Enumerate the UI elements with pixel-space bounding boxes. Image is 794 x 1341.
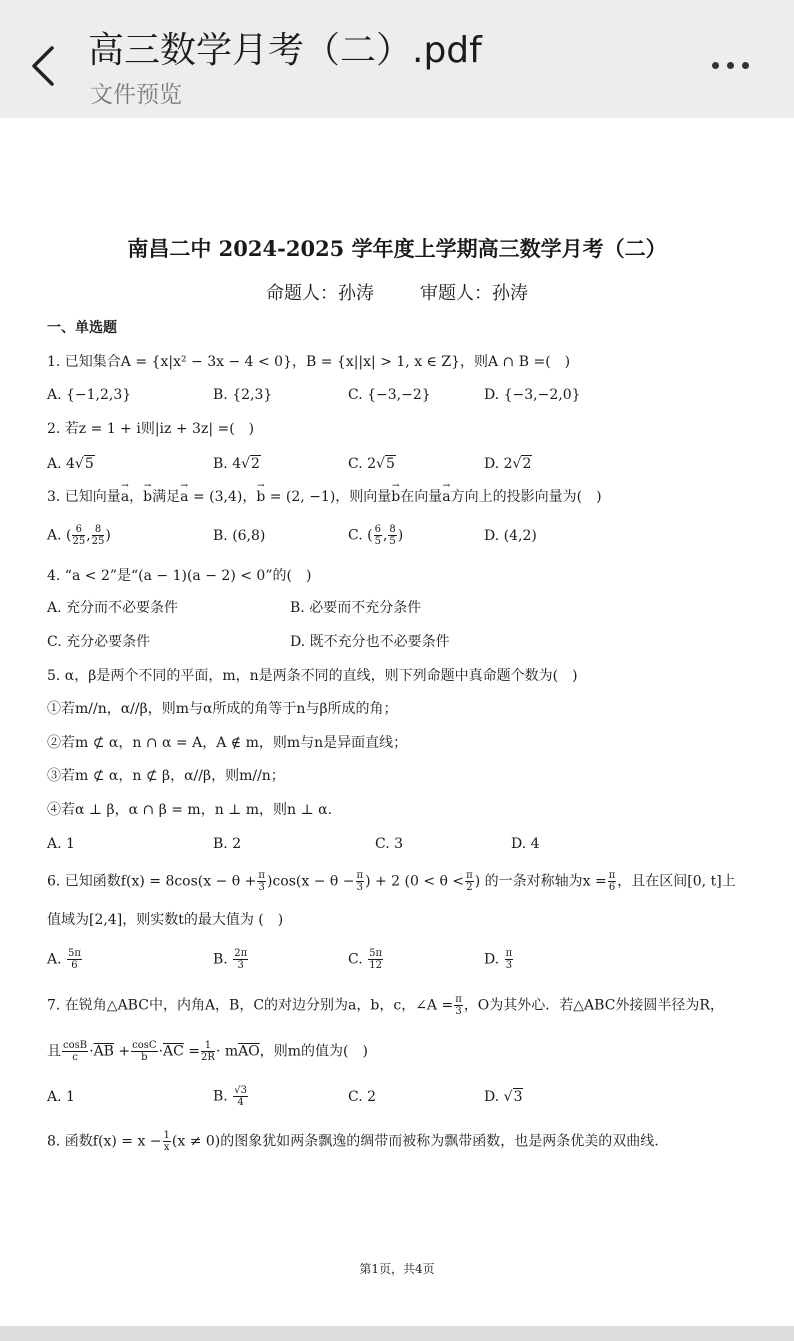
- q6-option-a: A. $\frac{5\pi}{6}$: [47, 948, 81, 971]
- q3-option-c: C. ( $\frac{6}{5}$ , $\frac{8}{5}$ ): [348, 524, 404, 547]
- more-horizontal-icon: [712, 62, 719, 69]
- question-5: 5. α，β是两个不同的平面，m，n是两条不同的直线，则下列命题中真命题个数为( ): [47, 668, 578, 684]
- bottom-bar: [0, 1326, 794, 1341]
- file-subtitle: 文件预览: [90, 82, 182, 108]
- q5-statement-3: ③若m ⊄ α，n ⊄ β，α//β，则m//n；: [47, 768, 285, 784]
- file-title: 高三数学月考（二）.pdf: [88, 30, 482, 71]
- question-6-line-2: 值域为[2,4]，则实数t的最大值为 ( ): [47, 912, 284, 928]
- q2-option-b: B. 4√2: [213, 456, 260, 472]
- question-7-line-2: 且 $\frac{\cos B}{c}$ $\cdot\overline{AB}$ + $\frac{\cos C}{b}$ $\cdot\overline{AC}$ = $\frac{1}{2R}$ · $m\overline{AO}$，则m的值为( ): [47, 1040, 368, 1063]
- app-header: [0, 0, 794, 118]
- q5-option-b: B. 2: [213, 836, 242, 852]
- question-7: 7. 在锐角△ABC中，内角A，B，C的对边分别为a，b，c，∠A = $\frac{\pi}{3}$ ，O为其外心．若△ABC外接圆半径为R，: [47, 994, 724, 1017]
- q6-option-c: C. $\frac{5\pi}{12}$: [348, 948, 383, 971]
- q5-option-d: D. 4: [511, 836, 540, 852]
- q7-option-c: C. 2: [348, 1089, 377, 1105]
- q2-option-c: C. 2√5: [348, 456, 395, 472]
- question-8: 8. 函数f(x) = x − $\frac{1}{x}$ (x ≠ 0)的图象犹如两条飘逸的绸带而被称为飘带函数，也是两条优美的双曲线.: [47, 1130, 659, 1153]
- q7-option-d: D. √3: [484, 1089, 523, 1105]
- q5-statement-2: ②若m ⊄ α，n ∩ α = A，A ∉ m，则m与n是异面直线；: [47, 735, 408, 751]
- q5-statement-4: ④若α ⊥ β，α ∩ β = m，n ⊥ m，则n ⊥ α.: [47, 802, 333, 818]
- back-button[interactable]: [26, 42, 66, 90]
- q6-option-d: D. $\frac{\pi}{3}$: [484, 948, 513, 971]
- q5-option-c: C. 3: [375, 836, 404, 852]
- q5-statement-1: ①若m//n，α//β，则m与α所成的角等于n与β所成的角；: [47, 701, 398, 717]
- q3-option-b: B. (6,8): [213, 528, 266, 544]
- question-6: 6. 已知函数f(x) = 8cos(x − θ + $\frac{\pi}{3}$ )cos(x − θ − $\frac{\pi}{3}$ ) + 2 (0 < θ < $\frac{\pi}{2}$ ) 的一条对称轴为x = $\frac{\pi}{6}$ ，且在区间[0, t]上: [47, 870, 736, 893]
- chevron-left-icon: [26, 42, 66, 90]
- q1-option-d: D. {−3,−2,0}: [484, 387, 581, 403]
- q3-option-d: D. (4,2): [484, 528, 537, 544]
- q1-option-c: C. {−3,−2}: [348, 387, 431, 403]
- question-2: 2. 若z = 1 + i则|iz + 3z| =( ): [47, 421, 255, 437]
- question-4: 4. “a < 2”是“(a − 1)(a − 2) < 0”的( ): [47, 568, 312, 584]
- q1-option-a: A. {−1,2,3}: [47, 387, 132, 403]
- q4-option-b: B. 必要而不充分条件: [290, 600, 422, 616]
- question-3: 3. 已知向量→ a，→ b满足→ a = (3,4)，→ b = (2, −1)，则向量→ b在向量→ a方向上的投影向量为( ): [47, 487, 602, 507]
- q4-option-c: C. 充分必要条件: [47, 634, 151, 650]
- more-options-button[interactable]: [706, 56, 756, 76]
- author-reviewer: 审题人：孙涛: [420, 283, 528, 304]
- q3-option-a: A. ( $\frac{6}{25}$ , $\frac{8}{25}$ ): [47, 524, 111, 547]
- author-setter: 命题人：孙涛: [266, 283, 374, 304]
- q2-option-d: D. 2√2: [484, 456, 532, 472]
- authors-line: [0, 279, 794, 305]
- q6-option-b: B. $\frac{2\pi}{3}$: [213, 948, 248, 971]
- exam-title: 南昌二中 2024-2025 学年度上学期高三数学月考（二）: [127, 236, 667, 261]
- q1-option-b: B. {2,3}: [213, 387, 273, 403]
- section-heading: 一、单选题: [47, 320, 117, 336]
- q4-option-a: A. 充分而不必要条件: [47, 600, 179, 616]
- q7-option-a: A. 1: [47, 1089, 75, 1105]
- q5-option-a: A. 1: [47, 836, 75, 852]
- q4-option-d: D. 既不充分也不必要条件: [290, 634, 450, 650]
- question-1: 1. 已知集合A = {x|x² − 3x − 4 < 0}，B = {x||x| > 1, x ∈ Z}，则A ∩ B =( ): [47, 354, 571, 370]
- page-footer: 第1页，共4页: [359, 1262, 435, 1276]
- q7-option-b: B. $\frac{√3}{4}$: [213, 1085, 247, 1108]
- q2-option-a: A. 4√5: [47, 456, 94, 472]
